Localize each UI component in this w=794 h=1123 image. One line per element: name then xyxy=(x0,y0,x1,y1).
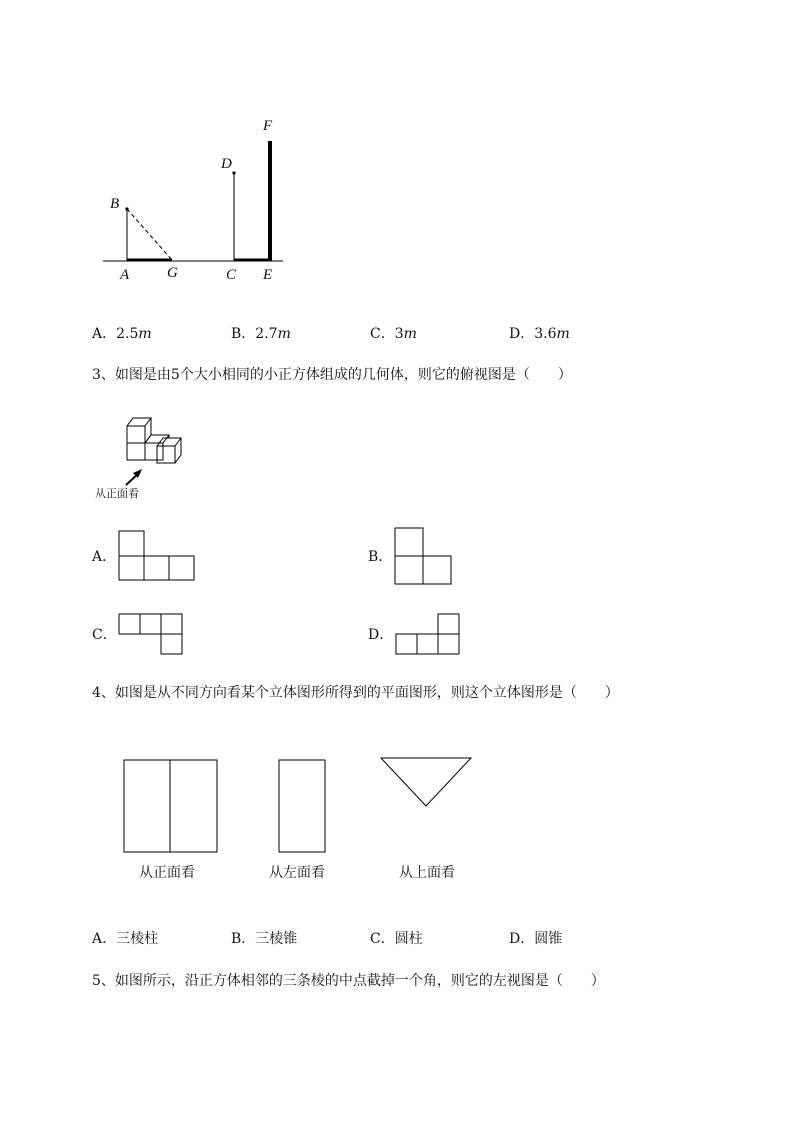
q3-cube-figure xyxy=(118,410,238,490)
label-e: E xyxy=(263,267,273,283)
label-b: B xyxy=(110,196,120,212)
label-d: D xyxy=(221,156,232,172)
q3-option-c-shape xyxy=(118,613,188,658)
q2-geometry-diagram xyxy=(0,0,794,300)
q2-option-a[interactable]: A．2.5m xyxy=(92,326,152,342)
label-c: C xyxy=(226,267,237,283)
q4-views-figure xyxy=(0,752,794,862)
q3-option-c-label[interactable]: C． xyxy=(92,627,117,643)
q3-option-b-label[interactable]: B． xyxy=(368,549,393,565)
q4-option-b[interactable]: B．三棱锥 xyxy=(231,931,298,947)
label-a: A xyxy=(120,267,130,283)
q3-option-b-shape xyxy=(394,527,454,587)
q3-option-d-label[interactable]: D． xyxy=(368,627,394,643)
q4-view-left-caption: 从左面看 xyxy=(269,865,325,881)
q2-option-c[interactable]: C．3m xyxy=(370,326,417,342)
q4-question: 4、如图是从不同方向看某个立体图形所得到的平面图形，则这个立体图形是（ ） xyxy=(92,685,619,701)
q3-option-a-label[interactable]: A． xyxy=(92,549,117,565)
q4-option-c[interactable]: C．圆柱 xyxy=(370,931,423,947)
q4-view-top-caption: 从上面看 xyxy=(399,865,455,881)
label-g: G xyxy=(167,265,178,281)
q2-option-b[interactable]: B．2.7m xyxy=(231,326,291,342)
q4-option-d[interactable]: D．圆锥 xyxy=(509,931,563,947)
q5-question: 5、如图所示，沿正方体相邻的三条棱的中点截掉一个角，则它的左视图是（ ） xyxy=(92,973,605,989)
q4-view-front-caption: 从正面看 xyxy=(139,865,195,881)
segment-bg-dashed xyxy=(127,209,172,260)
q3-question: 3、如图是由5个大小相同的小正方体组成的几何体，则它的俯视图是（ ） xyxy=(92,367,572,383)
point-d-dot xyxy=(232,171,235,174)
q4-option-a[interactable]: A．三棱柱 xyxy=(92,931,159,947)
q2-option-d[interactable]: D．3.6m xyxy=(509,326,570,342)
q3-option-a-shape xyxy=(118,530,198,585)
label-f: F xyxy=(263,118,273,134)
point-b-dot xyxy=(125,207,128,210)
left-view-rect xyxy=(279,760,325,852)
q3-option-d-shape xyxy=(395,613,465,658)
q3-figure-caption: 从正面看 xyxy=(95,487,139,500)
top-view-triangle xyxy=(381,758,471,806)
